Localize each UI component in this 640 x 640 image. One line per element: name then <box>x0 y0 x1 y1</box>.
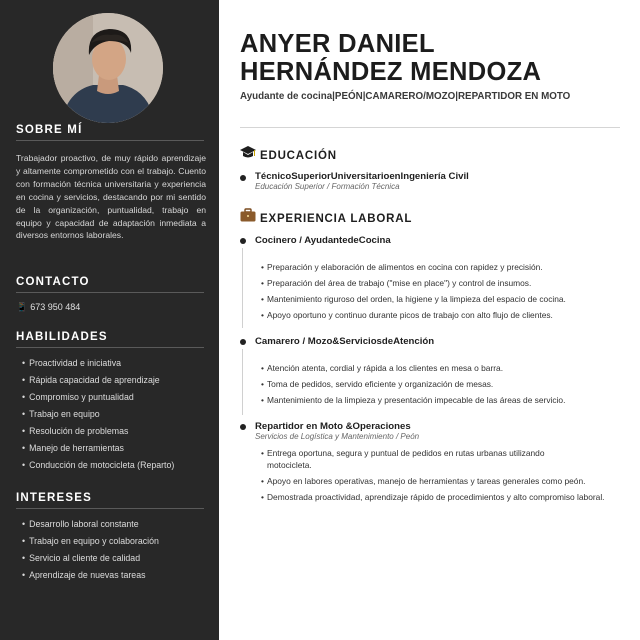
timeline-line <box>242 349 243 415</box>
education-heading <box>240 145 337 162</box>
education-degree: TécnicoSuperiorUniversitarioenIngeniería Civil <box>255 171 469 182</box>
job-title: Camarero / Mozo&ServiciosdeAtención <box>255 336 435 347</box>
interests-list <box>22 516 159 584</box>
list-item: • Conducción de motocicleta (Reparto) <box>22 457 174 474</box>
timeline-line <box>242 248 243 328</box>
header-divider <box>240 127 620 128</box>
list-item: • Aprendizaje de nuevas tareas <box>22 567 159 584</box>
name-line-1: ANYER DANIEL <box>240 30 435 58</box>
name-line-2: HERNÁNDEZ MENDOZA <box>240 58 542 86</box>
timeline-dot <box>240 238 246 244</box>
timeline-dot <box>240 424 246 430</box>
job-roles: Ayudante de cocina|PEÓN|CAMARERO/MOZO|REPARTIDOR EN MOTO <box>240 91 571 102</box>
list-item: • Servicio al cliente de calidad <box>22 550 159 567</box>
skills-list <box>22 355 174 474</box>
phone-icon: 📱 <box>16 302 28 312</box>
graduation-cap-icon <box>240 145 256 162</box>
list-item: • Preparación y elaboración de alimentos en cocina con rapidez y precisión. <box>261 262 611 274</box>
list-item: • Apoyo en labores operativas, manejo de herramientas y tareas generales como peón. <box>261 476 611 488</box>
list-item: • Trabajo en equipo y colaboración <box>22 533 159 550</box>
full-name <box>240 30 541 86</box>
list-item: • Toma de pedidos, servido eficiente y organización de mesas. <box>261 379 611 391</box>
list-item: • Demostrada proactividad, aprendizaje rápido de procedimientos y alto compromiso laboral. <box>261 492 606 504</box>
skills-divider <box>16 347 204 348</box>
list-item: • Atención atenta, cordial y rápida a los clientes en mesa o barra. <box>261 363 611 375</box>
main-content <box>219 0 640 640</box>
list-item: • Preparación del área de trabajo ("mise en place") y control de insumos. <box>261 278 611 290</box>
sidebar <box>0 0 219 640</box>
briefcase-icon <box>240 208 256 225</box>
list-item: • Trabajo en equipo <box>22 406 174 423</box>
interests-title: INTERESES <box>16 492 92 504</box>
education-title: EDUCACIÓN <box>260 150 337 162</box>
contact-title: CONTACTO <box>16 276 90 288</box>
job-bullets <box>261 448 611 503</box>
job-bullets <box>261 363 611 407</box>
list-item: • Resolución de problemas <box>22 423 174 440</box>
contact-phone <box>16 302 80 313</box>
job-title: Repartidor en Moto &Operaciones <box>255 421 411 432</box>
job-subtitle: Servicios de Logística y Mantenimiento / Peón <box>255 432 420 441</box>
interests-divider <box>16 508 204 509</box>
list-item: • Manejo de herramientas <box>22 440 174 457</box>
list-item: • Compromiso y puntualidad <box>22 389 174 406</box>
about-title: SOBRE MÍ <box>16 124 83 136</box>
contact-divider <box>16 292 204 293</box>
list-item: • Rápida capacidad de aprendizaje <box>22 372 174 389</box>
phone-number[interactable]: 673 950 484 <box>30 302 81 312</box>
timeline-dot <box>240 339 246 345</box>
about-divider <box>16 140 204 141</box>
skills-title: HABILIDADES <box>16 331 108 343</box>
avatar <box>53 13 163 123</box>
list-item: • Apoyo oportuno y continuo durante picos de trabajo con alto flujo de clientes. <box>261 310 611 322</box>
profile-photo <box>53 13 163 123</box>
timeline-dot <box>240 175 246 181</box>
job-title: Cocinero / AyudantedeCocina <box>255 235 391 246</box>
list-item: • Mantenimiento de la limpieza y presentación impecable de las áreas de servicio. <box>261 395 611 407</box>
experience-heading <box>240 208 412 225</box>
about-text: Trabajador proactivo, de muy rápido aprendizaje y altamente comprometido con el trabajo. Cuento con formación técnica universitaria y experiencia en cocina y servicios, destacando por mi sentido de la organización, puntualidad, trabajo en equipo y capacidad de adaptación inmediata a diversos entornos laborales. <box>16 153 206 241</box>
list-item: • Mantenimiento riguroso del orden, la higiene y la limpieza del espacio de cocina. <box>261 294 611 306</box>
experience-title: EXPERIENCIA LABORAL <box>260 213 413 225</box>
list-item: • Desarrollo laboral constante <box>22 516 159 533</box>
job-bullets <box>261 262 611 322</box>
list-item: • Proactividad e iniciativa <box>22 355 174 372</box>
list-item: • Entrega oportuna, segura y puntual de pedidos en rutas urbanas utilizando motocicleta. <box>261 448 561 471</box>
education-level: Educación Superior / Formación Técnica <box>255 182 400 191</box>
